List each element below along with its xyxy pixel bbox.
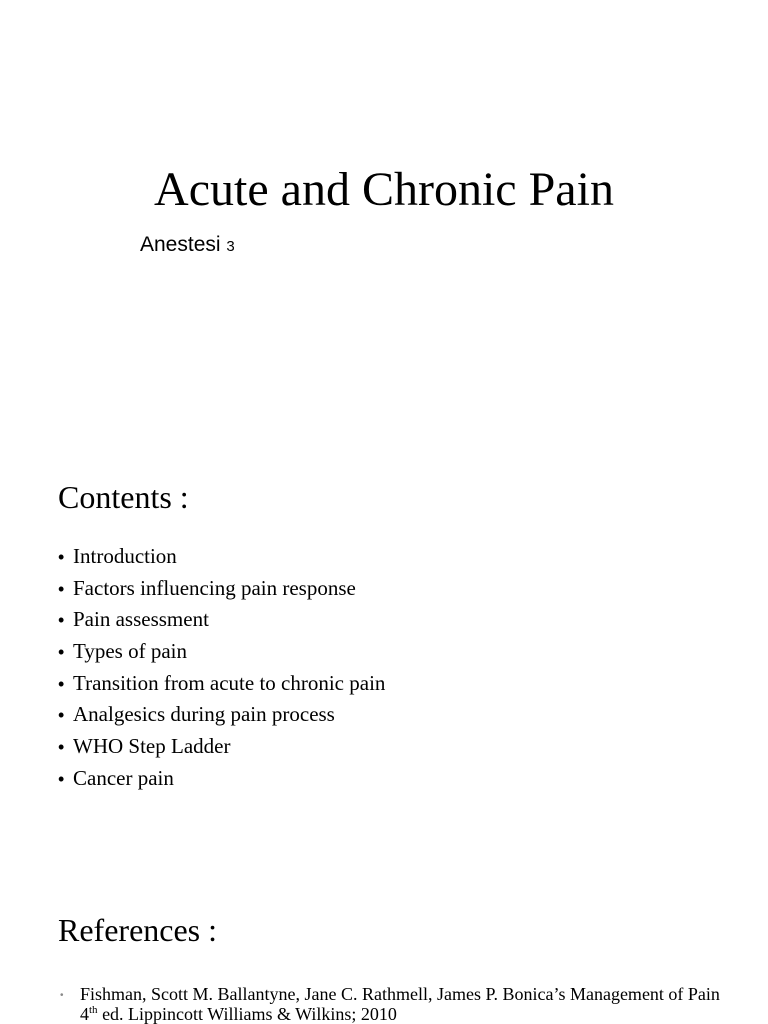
bullet-icon: •	[60, 990, 64, 1001]
bullet-icon: •	[58, 578, 65, 599]
bullet-icon: •	[58, 737, 65, 758]
bullet-icon: •	[58, 768, 65, 789]
reference-text-part2: ed. Lippincott Williams & Wilkins; 2010	[97, 1004, 397, 1024]
list-item	[58, 668, 385, 700]
contents-list	[58, 541, 385, 795]
bullet-icon: •	[58, 642, 65, 663]
list-item-text: Introduction	[73, 544, 177, 568]
contents-heading: Contents :	[58, 479, 189, 515]
title-slide	[0, 0, 768, 432]
list-item	[58, 699, 385, 731]
list-item-text: WHO Step Ladder	[73, 734, 231, 759]
list-item-text: Factors influencing pain response	[73, 575, 356, 600]
reference-text	[80, 984, 740, 1024]
reference-superscript: th	[89, 1004, 98, 1016]
presentation-title: Acute and Chronic Pain	[154, 163, 614, 216]
list-item-text: Cancer pain	[73, 765, 174, 790]
references-slide	[0, 864, 768, 1024]
list-item	[58, 731, 385, 763]
list-item-text: Types of pain	[73, 639, 188, 664]
contents-slide	[0, 432, 768, 864]
list-item	[58, 573, 385, 605]
list-item	[58, 763, 385, 795]
subtitle-text: Anestesi	[140, 233, 221, 256]
references-heading: References :	[58, 912, 218, 948]
bullet-icon: •	[58, 547, 65, 567]
list-item-text: Analgesics during pain process	[73, 702, 335, 727]
list-item	[58, 541, 385, 573]
presentation-subtitle	[140, 230, 235, 262]
list-item-text: Transition from acute to chronic pain	[73, 670, 386, 695]
list-item	[58, 604, 385, 636]
bullet-icon: •	[58, 673, 65, 694]
list-item	[58, 636, 385, 668]
bullet-icon: •	[58, 610, 65, 631]
reference-entry	[60, 984, 740, 1024]
subtitle-number: 3	[226, 238, 235, 255]
bullet-icon: •	[58, 705, 65, 726]
reference-text-part1: Fishman, Scott M. Ballantyne, Jane C. Rathmell, James P. Bonica’s Management of Pain 4	[80, 984, 720, 1024]
list-item-text: Pain assessment	[73, 607, 209, 632]
